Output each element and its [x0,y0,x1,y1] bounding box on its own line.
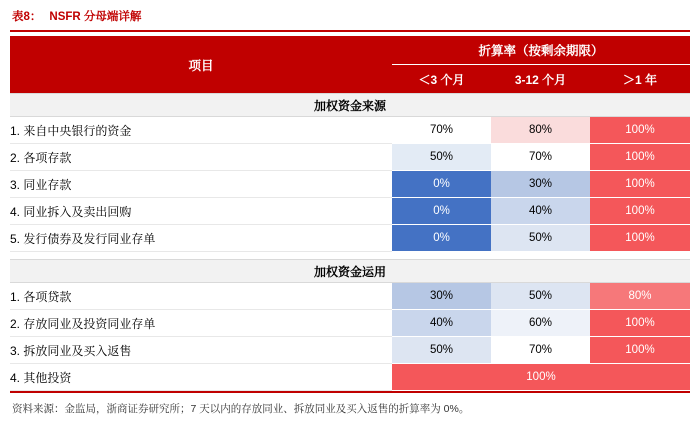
row-value: 100% [590,225,690,252]
section-header-row [10,94,690,117]
section-title-0: 加权资金来源 [10,94,690,117]
row-value: 40% [392,310,491,337]
row-value: 70% [392,117,491,144]
row-value: 0% [392,171,491,198]
row-value: 0% [392,198,491,225]
row-label: 4. 同业拆入及卖出回购 [10,198,392,225]
row-value: 100% [590,171,690,198]
row-value: 100% [590,144,690,171]
row-value: 70% [491,337,590,364]
table-row [10,283,690,310]
row-label: 3. 拆放同业及买入返售 [10,337,392,364]
table-row [10,337,690,364]
row-value: 40% [491,198,590,225]
header-col-0: ＜3 个月 [392,65,491,94]
figure-title [10,0,690,30]
table-row [10,198,690,225]
row-label: 1. 各项贷款 [10,283,392,310]
table-row [10,364,690,391]
table-row [10,171,690,198]
header-col-1: 3-12 个月 [491,65,590,94]
header-col-2: ＞1 年 [590,65,690,94]
table-row [10,310,690,337]
section-title-1: 加权资金运用 [10,260,690,283]
row-value: 30% [491,171,590,198]
row-value: 60% [491,310,590,337]
header-item: 项目 [10,36,392,94]
row-value: 50% [491,225,590,252]
header-group: 折算率（按剩余期限） [392,36,690,65]
row-label: 5. 发行债券及发行同业存单 [10,225,392,252]
section-header-row [10,260,690,283]
row-value: 80% [491,117,590,144]
section-gap [10,252,690,260]
row-value: 80% [590,283,690,310]
row-value-merged: 100% [392,364,690,391]
row-label: 1. 来自中央银行的资金 [10,117,392,144]
row-value: 100% [590,337,690,364]
row-value: 30% [392,283,491,310]
table-row [10,144,690,171]
row-value: 100% [590,198,690,225]
title-divider [10,30,690,32]
row-value: 50% [392,337,491,364]
row-value: 100% [590,117,690,144]
row-value: 50% [392,144,491,171]
source-note: 资料来源：金监局，浙商证券研究所；7 天以内的存放同业、拆放同业及买入返售的折算率为 0%。 [12,403,470,415]
table-row [10,117,690,144]
row-label: 3. 同业存款 [10,171,392,198]
row-value: 100% [590,310,690,337]
row-label: 2. 各项存款 [10,144,392,171]
table-header-row-1 [10,36,690,65]
table-row [10,225,690,252]
nsfr-table [10,36,690,391]
row-label: 4. 其他投资 [10,364,392,391]
figure-number: 表8： [12,11,42,23]
row-value: 70% [491,144,590,171]
figure-caption: NSFR 分母端详解 [49,11,142,23]
row-value: 0% [392,225,491,252]
row-value: 50% [491,283,590,310]
row-label: 2. 存放同业及投资同业存单 [10,310,392,337]
